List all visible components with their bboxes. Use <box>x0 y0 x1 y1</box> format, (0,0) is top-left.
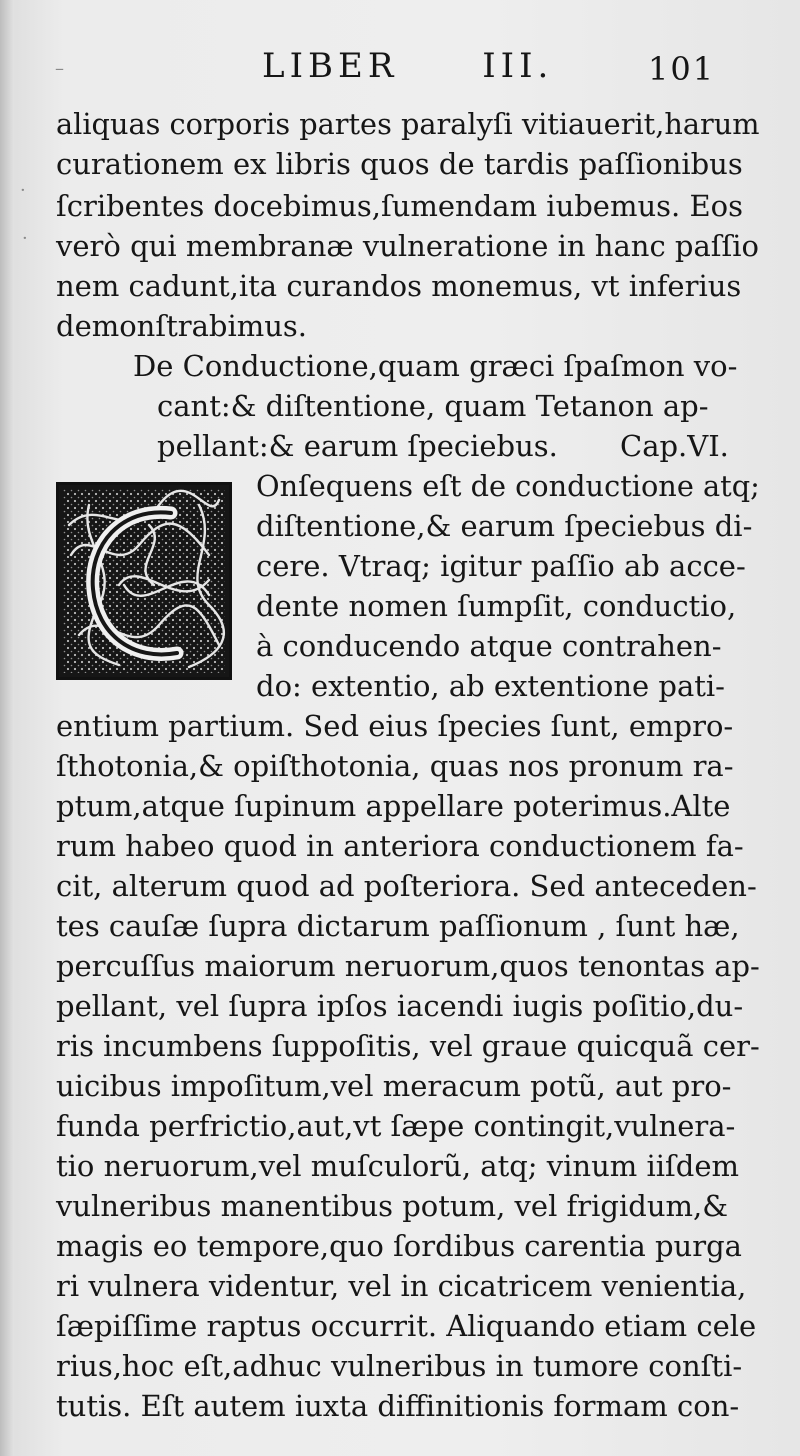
margin-mark: – <box>55 58 64 79</box>
text-line: nem cadunt,ita curandos monemus, vt inferius <box>56 269 742 303</box>
text-line: rum habeo quod in anteriora conductionem fa- <box>56 829 744 863</box>
text-line: pellant, vel ſupra ipſos iacendi iugis poſitio,du- <box>56 989 744 1023</box>
page-gutter-shadow <box>0 0 14 1456</box>
text-line: verò qui membranæ vulneratione in hanc paſſio <box>56 229 759 263</box>
text-line: uicibus impoſitum,vel meracum potũ, aut pro- <box>56 1069 732 1103</box>
margin-mark: · <box>22 228 28 249</box>
text-line: tutis. Eſt autem iuxta diffinitionis formam con- <box>56 1389 740 1423</box>
margin-mark: · <box>20 180 26 201</box>
text-line: Onſequens eſt de conductione atq; <box>256 469 760 503</box>
text-line: percuſſus maiorum neruorum,quos tenontas ap- <box>56 949 760 983</box>
text-line: tes cauſæ ſupra dictarum paſſionum , ſunt hæ, <box>56 909 740 943</box>
decorated-initial <box>56 482 232 680</box>
chapter-heading-line: cant:& diſtentione, quam Tetanon ap- <box>157 389 709 423</box>
text-line: ris incumbens ſuppoſitis, vel graue quicquã cer- <box>56 1029 760 1063</box>
text-line: aliquas corporis partes paralyſi vitiauerit,harum <box>56 107 760 141</box>
text-line: ri vulnera videntur, vel in cicatricem venientia, <box>56 1269 747 1303</box>
running-head-book-number: III. <box>482 46 554 86</box>
text-line: diſtentione,& earum ſpeciebus di- <box>256 509 753 543</box>
text-line: ſæpiſſime raptus occurrit. Aliquando etiam cele <box>56 1309 757 1343</box>
text-line: cere. Vtraq; igitur paſſio ab acce- <box>256 549 746 583</box>
chapter-number: Cap.VI. <box>620 429 729 463</box>
text-line: curationem ex libris quos de tardis paſſionibus <box>56 147 743 181</box>
text-line: funda perfrictio,aut,vt ſæpe contingit,vulnera- <box>56 1109 736 1143</box>
text-line: vulneribus manentibus potum, vel frigidum,& <box>56 1189 729 1223</box>
text-line: ptum,atque ſupinum appellare poterimus.Alte <box>56 789 731 823</box>
page-number: 101 <box>648 50 716 88</box>
text-line: demonſtrabimus. <box>56 309 308 343</box>
running-head <box>262 46 553 86</box>
text-line: ſthotonia,& opiſthotonia, quas nos pronum ra- <box>56 749 734 783</box>
running-head-book: LIBER <box>262 46 399 86</box>
chapter-heading-line: De Conductione,quam græci ſpaſmon vo- <box>133 349 738 383</box>
text-line: cit, alterum quod ad poſteriora. Sed anteceden- <box>56 869 757 903</box>
text-line: magis eo tempore,quo ſordibus carentia purga <box>56 1229 742 1263</box>
text-line: entium partium. Sed eius ſpecies ſunt, empro- <box>56 709 734 743</box>
text-line: tio neruorum,vel muſculorũ, atq; vinum iiſdem <box>56 1149 740 1183</box>
text-line: dente nomen ſumpſit, conductio, <box>256 589 737 623</box>
text-line: à conducendo atque contrahen- <box>256 629 722 663</box>
text-line: do: extentio, ab extentione pati- <box>256 669 725 703</box>
chapter-heading-line: pellant:& earum ſpeciebus. <box>157 429 558 463</box>
decorated-initial-c-icon <box>59 485 229 677</box>
text-line: rius,hoc eſt,adhuc vulneribus in tumore conſti- <box>56 1349 743 1383</box>
text-line: ſcribentes docebimus,ſumendam iubemus. Eos <box>56 189 743 223</box>
